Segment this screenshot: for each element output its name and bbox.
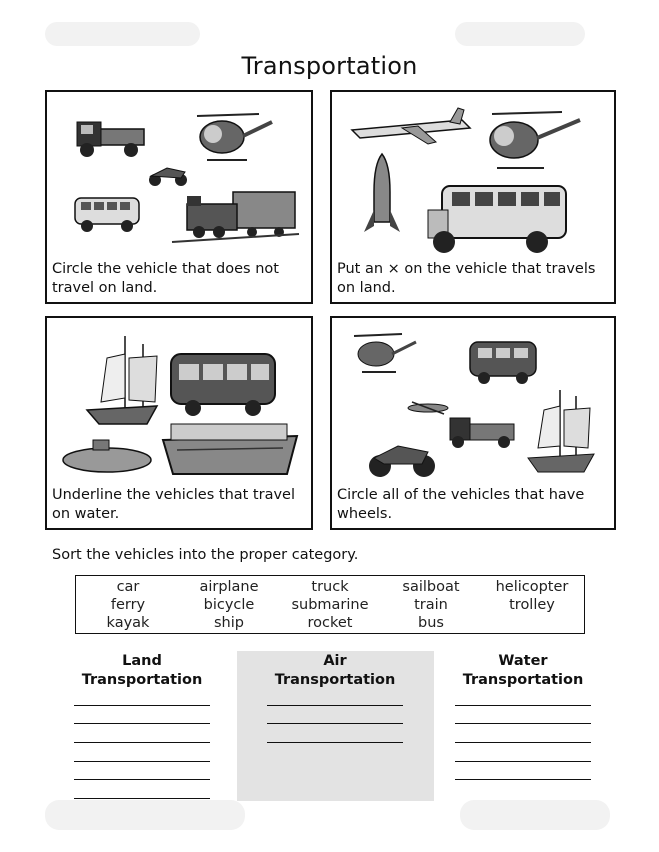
sailboat-image[interactable] xyxy=(528,390,594,472)
panel-caption: Circle the vehicle that does not travel on land. xyxy=(52,261,279,296)
ship-image[interactable] xyxy=(163,424,297,474)
kayak-image[interactable] xyxy=(408,402,448,414)
bus-image[interactable] xyxy=(428,186,566,253)
motorcycle-image[interactable] xyxy=(369,446,435,477)
submarine-image[interactable] xyxy=(63,440,151,472)
category-heading-line: Air xyxy=(323,653,347,669)
sort-instruction: Sort the vehicles into the proper category. xyxy=(52,547,359,563)
helicopter-image[interactable] xyxy=(354,334,416,372)
vehicle-illustrations xyxy=(47,92,311,257)
category-heading-line: Transportation xyxy=(462,672,584,688)
helicopter-image[interactable] xyxy=(490,112,580,168)
answer-line-water[interactable] xyxy=(455,779,591,780)
page-title: Transportation xyxy=(241,52,418,80)
word-bank-item: kayak xyxy=(106,615,150,631)
helicopter-image[interactable] xyxy=(197,114,272,160)
category-heading-land xyxy=(52,652,232,690)
panel-caption: Circle all of the vehicles that have wheels. xyxy=(337,487,585,522)
answer-line-land[interactable] xyxy=(74,742,210,743)
panel-with-wheels xyxy=(330,316,616,530)
panel-on-land xyxy=(330,90,616,304)
sailboat-image[interactable] xyxy=(87,336,157,424)
background-smudge xyxy=(455,22,585,46)
panel-on-water xyxy=(45,316,313,530)
word-bank-item: bus xyxy=(418,615,444,631)
truck-image[interactable] xyxy=(450,418,514,448)
word-bank-item: sailboat xyxy=(402,579,460,595)
answer-line-land[interactable] xyxy=(74,723,210,724)
category-heading-water xyxy=(433,652,613,690)
vehicle-illustrations xyxy=(47,318,311,483)
word-bank-item: trolley xyxy=(509,597,555,613)
trolley-image[interactable] xyxy=(171,354,275,416)
panel-caption: Put an × on the vehicle that travels on land. xyxy=(337,261,596,296)
answer-line-water[interactable] xyxy=(455,723,591,724)
motorcycle-image[interactable] xyxy=(149,168,187,186)
word-bank-item: bicycle xyxy=(203,597,255,613)
background-smudge xyxy=(45,800,245,830)
answer-line-air[interactable] xyxy=(267,742,403,743)
category-heading-air xyxy=(245,652,425,690)
answer-line-land[interactable] xyxy=(74,761,210,762)
vehicle-illustrations xyxy=(332,318,614,483)
category-heading-line: Transportation xyxy=(274,672,396,688)
word-bank-item: rocket xyxy=(307,615,353,631)
train-image[interactable] xyxy=(172,192,299,242)
answer-line-land[interactable] xyxy=(74,705,210,706)
panel-caption: Underline the vehicles that travel on water. xyxy=(52,487,295,522)
airplane-image[interactable] xyxy=(352,108,470,144)
panel-not-on-land xyxy=(45,90,313,304)
rocket-image[interactable] xyxy=(364,154,400,232)
answer-line-water[interactable] xyxy=(455,761,591,762)
background-smudge xyxy=(460,800,610,830)
bus-image[interactable] xyxy=(75,198,139,232)
word-bank-item: helicopter xyxy=(495,579,569,595)
background-smudge xyxy=(45,22,200,46)
category-heading-line: Water xyxy=(498,653,548,669)
trolley-image[interactable] xyxy=(470,342,536,384)
answer-line-water[interactable] xyxy=(455,742,591,743)
truck-image[interactable] xyxy=(77,122,144,157)
category-heading-line: Transportation xyxy=(81,672,203,688)
word-bank-item: truck xyxy=(311,579,349,595)
category-heading-line: Land xyxy=(122,653,162,669)
vehicle-illustrations xyxy=(332,92,614,257)
answer-line-air[interactable] xyxy=(267,723,403,724)
answer-line-water[interactable] xyxy=(455,705,591,706)
answer-line-land[interactable] xyxy=(74,779,210,780)
answer-line-air[interactable] xyxy=(267,705,403,706)
word-bank-item: airplane xyxy=(199,579,259,595)
word-bank-item: ferry xyxy=(110,597,146,613)
word-bank-item: ship xyxy=(214,615,244,631)
word-bank xyxy=(75,575,585,634)
word-bank-item: submarine xyxy=(291,597,369,613)
answer-line-land[interactable] xyxy=(74,798,210,799)
word-bank-item: train xyxy=(414,597,448,613)
word-bank-item: car xyxy=(116,579,140,595)
